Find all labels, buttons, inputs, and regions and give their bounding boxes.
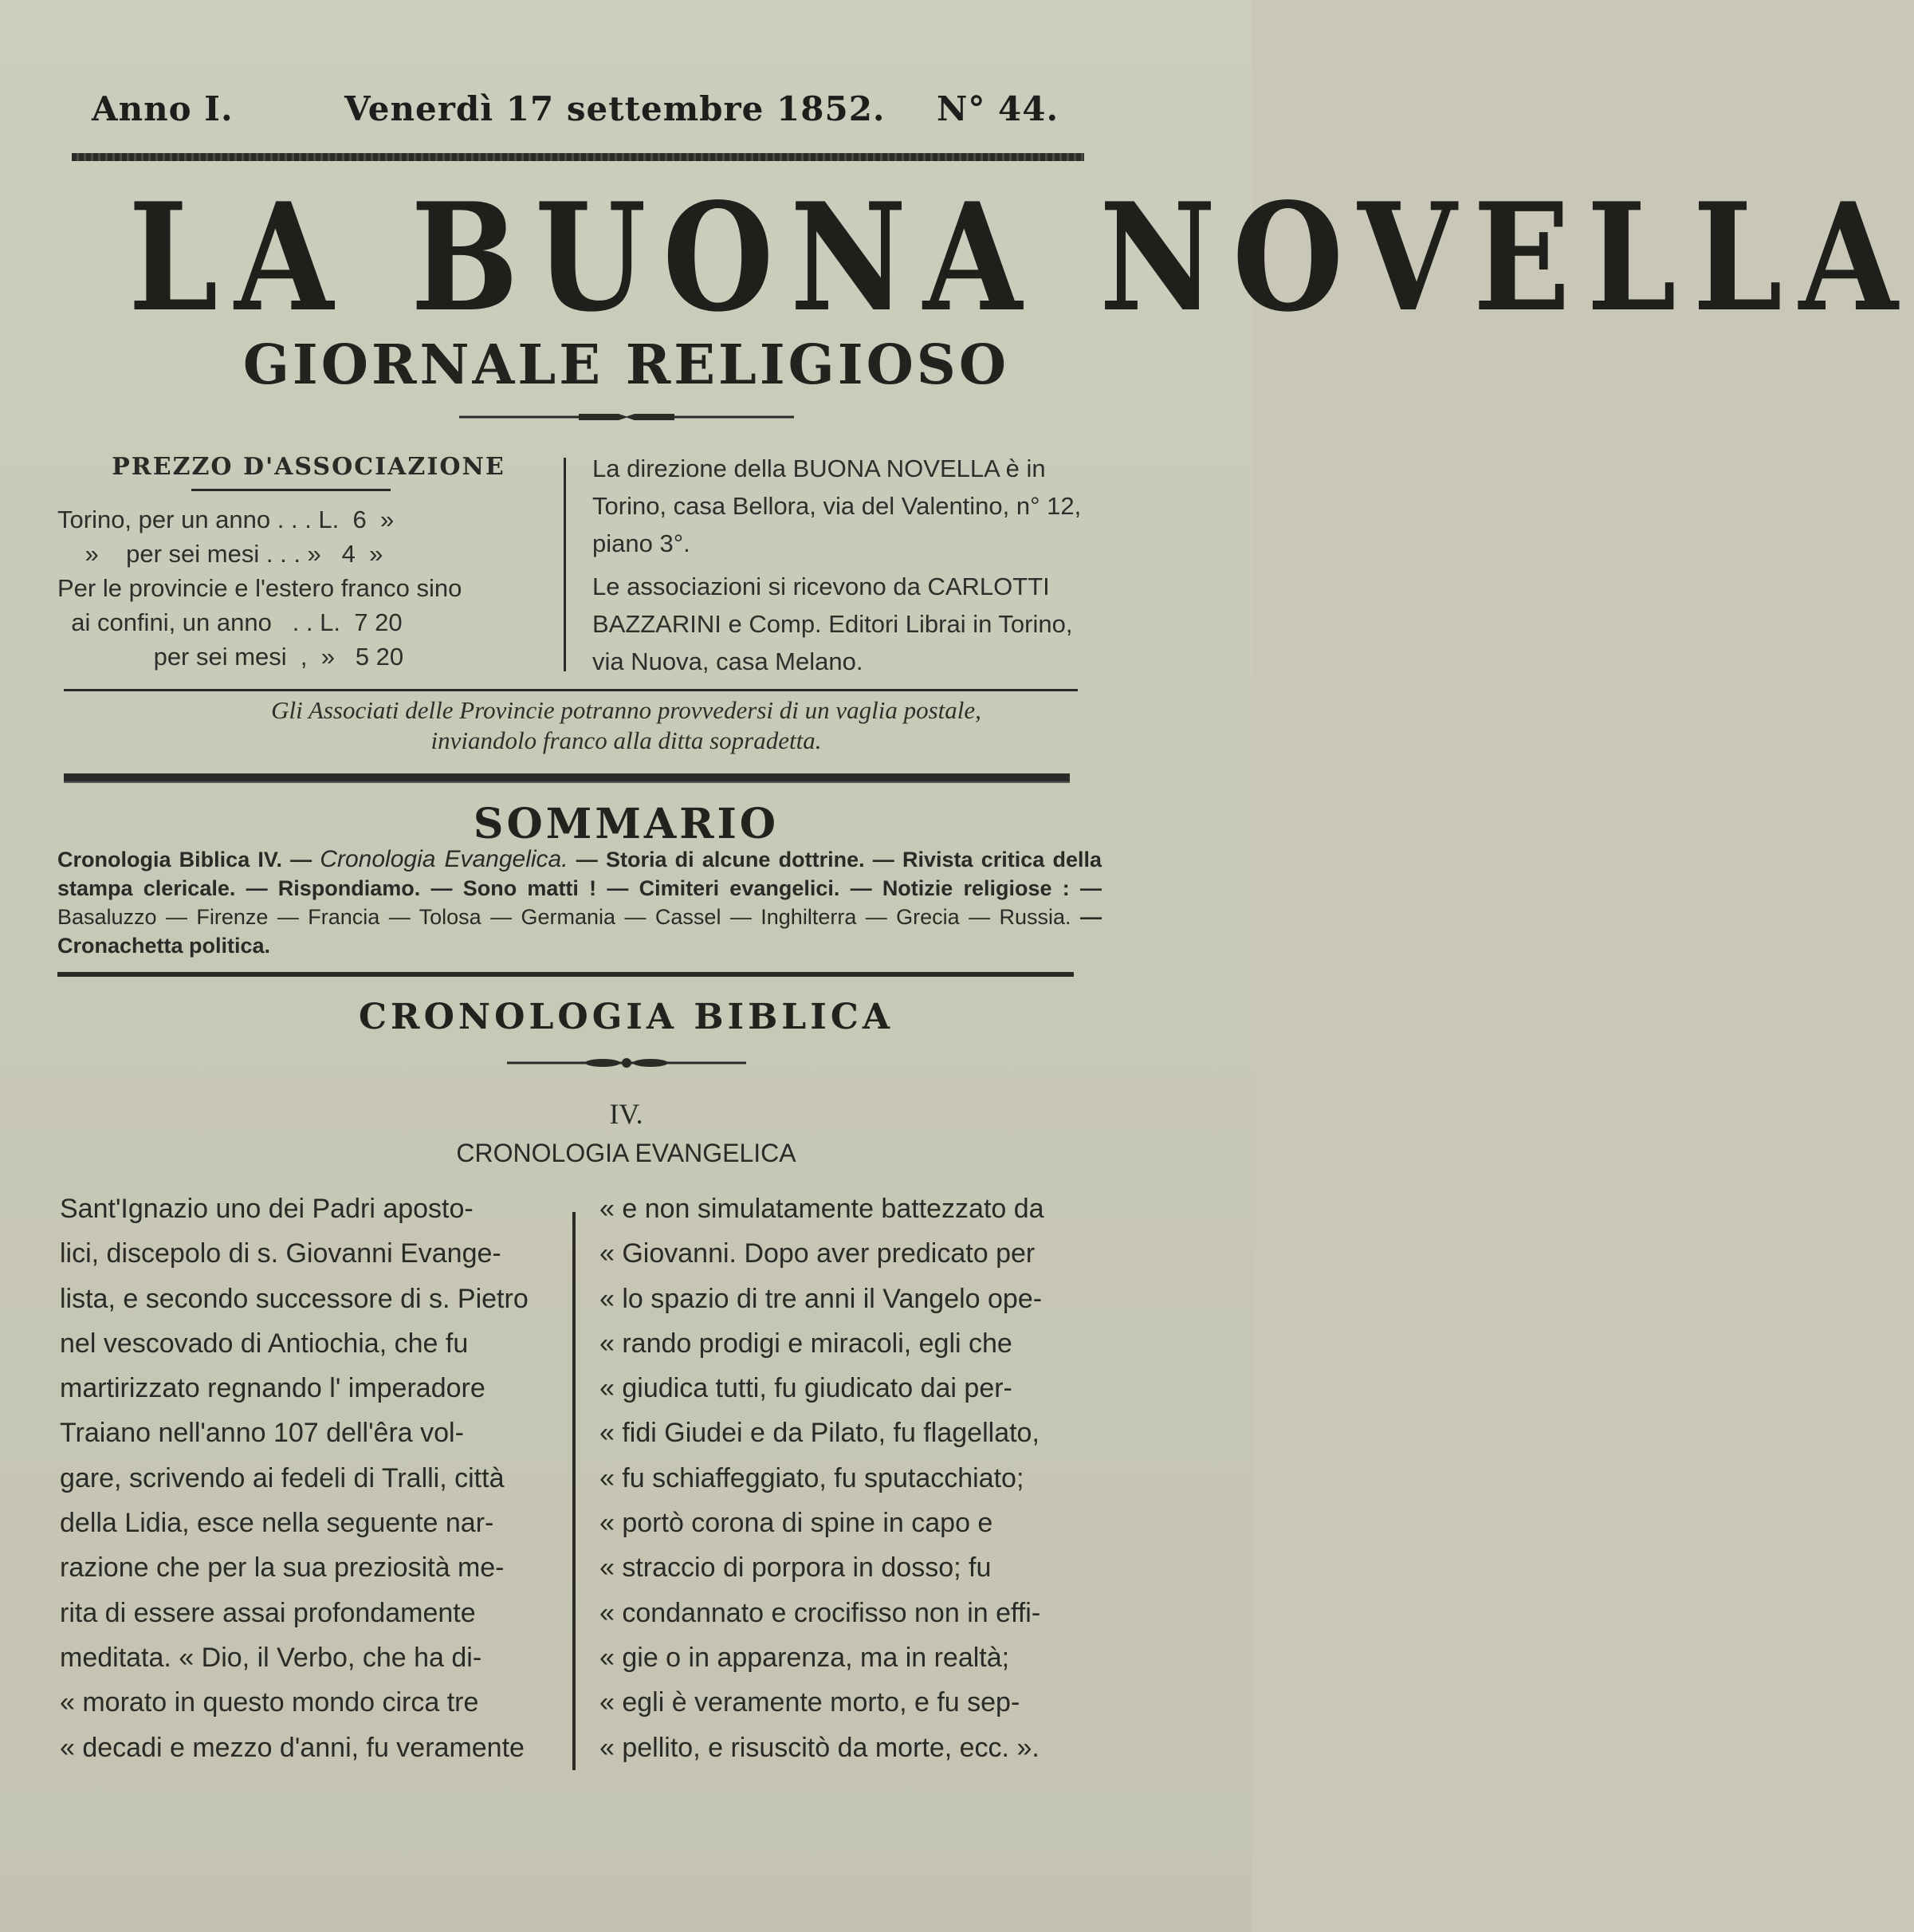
text-line: razione che per la sua preziosità me- bbox=[60, 1552, 505, 1584]
text-line: « giudica tutti, fu giudicato dai per- bbox=[599, 1373, 1012, 1404]
article-column-right bbox=[599, 1186, 1090, 1770]
chapter-number: IV. bbox=[609, 1098, 643, 1130]
text-line: « portò corona di spine in capo e bbox=[599, 1508, 993, 1539]
article-column-divider bbox=[572, 1212, 576, 1770]
text-line: nel vescovado di Antiochia, che fu bbox=[60, 1328, 469, 1359]
text-line: « rando prodigi e miracoli, egli che bbox=[599, 1328, 1012, 1359]
summary-part: Cronologia Biblica IV. — bbox=[57, 848, 320, 872]
issue-date: Venerdì 17 settembre 1852. bbox=[344, 89, 886, 128]
section-rule bbox=[64, 689, 1078, 691]
summary-part: Basaluzzo — Firenze — Francia — Tolosa — Germania — Cassel — Inghilterra — Grecia — Russia. bbox=[57, 905, 1071, 929]
ornament-divider bbox=[0, 407, 1252, 431]
summary-part: — Cronachetta politica. bbox=[57, 905, 1102, 958]
text-line: lista, e secondo successore di s. Pietro bbox=[60, 1283, 529, 1314]
associates-note-line: inviandolo franco alla ditta sopradetta. bbox=[430, 726, 822, 754]
text-line: « gie o in apparenza, ma in realtà; bbox=[599, 1642, 1010, 1673]
issue-year: Anno I. bbox=[92, 89, 234, 128]
text-line: della Lidia, esce nella seguente nar- bbox=[60, 1508, 494, 1539]
ornament-divider-small bbox=[0, 1054, 1252, 1074]
text-line: « egli è veramente morto, e fu sep- bbox=[599, 1687, 1020, 1718]
text-line: meditata. « Dio, il Verbo, che ha di- bbox=[60, 1642, 482, 1673]
header-rule bbox=[72, 153, 1084, 161]
masthead-subtitle: GIORNALE RELIGIOSO bbox=[242, 333, 1010, 397]
section-title: CRONOLOGIA BIBLICA bbox=[359, 997, 894, 1037]
subscription-paragraph: Le associazioni si ricevono da CARLOTTI BAZZARINI e Comp. Editori Librai in Torino, via Nuova, casa Melano. bbox=[592, 573, 1073, 675]
summary-part: — Storia di alcune dottrine. — Rivista critica della stampa clericale. — Rispondiamo. — Sono matti ! — Cimiteri evangelici. — Notizie religiose : — bbox=[57, 848, 1102, 900]
price-line: Torino, per un anno . . . L. 6 » bbox=[57, 506, 395, 533]
subscription-price-title: PREZZO D'ASSOCIAZIONE bbox=[112, 453, 505, 481]
text-line: martirizzato regnando l' imperadore bbox=[60, 1373, 485, 1404]
summary-contents bbox=[57, 845, 1102, 960]
text-line: « pellito, e risuscitò da morte, ecc. ». bbox=[599, 1732, 1040, 1763]
summary-rule bbox=[57, 972, 1074, 977]
text-line: « morato in questo mondo circa tre bbox=[60, 1687, 479, 1718]
summary-part: Cronologia Evangelica. bbox=[320, 846, 568, 872]
issue-number: N° 44. bbox=[937, 89, 1059, 128]
price-line: Per le provincie e l'estero franco sino bbox=[57, 574, 462, 602]
text-line: lici, discepolo di s. Giovanni Evange- bbox=[60, 1238, 501, 1269]
price-line: ai confini, un anno . . L. 7 20 bbox=[57, 608, 403, 636]
direction-paragraph: La direzione della BUONA NOVELLA è in Torino, casa Bellora, via del Valentino, n° 12, piano 3°. bbox=[592, 454, 1082, 557]
text-line: gare, scrivendo ai fedeli di Tralli, città bbox=[60, 1462, 505, 1493]
text-line: « condannato e crocifisso non in effi- bbox=[599, 1597, 1041, 1628]
article-column-left bbox=[60, 1186, 558, 1770]
price-line: » per sei mesi . . . » 4 » bbox=[57, 540, 383, 568]
subscription-office bbox=[592, 568, 1091, 680]
text-line: Traiano nell'anno 107 dell'êra vol- bbox=[60, 1418, 464, 1449]
text-line: rita di essere assai profondamente bbox=[60, 1597, 476, 1628]
text-line: « lo spazio di tre anni il Vangelo ope- bbox=[599, 1283, 1043, 1314]
price-title-rule bbox=[191, 489, 391, 491]
associates-note-line: Gli Associati delle Provincie potranno provvedersi di un vaglia postale, bbox=[271, 696, 981, 724]
text-line: « fu schiaffeggiato, fu sputacchiato; bbox=[599, 1462, 1024, 1493]
text-line: « Giovanni. Dopo aver predicato per bbox=[599, 1238, 1036, 1269]
column-divider bbox=[564, 458, 566, 671]
text-line: « e non simulatamente battezzato da bbox=[599, 1194, 1044, 1224]
summary-title: SOMMARIO bbox=[473, 800, 780, 848]
text-line: « decadi e mezzo d'anni, fu veramente bbox=[60, 1732, 525, 1763]
price-line: per sei mesi , » 5 20 bbox=[57, 643, 404, 671]
chapter-subtitle: CRONOLOGIA EVANGELICA bbox=[456, 1139, 796, 1167]
text-line: Sant'Ignazio uno dei Padri aposto- bbox=[60, 1194, 474, 1224]
masthead-title: LA BUONA NOVELLA bbox=[128, 170, 1914, 344]
associates-note bbox=[0, 695, 1252, 756]
text-line: « fidi Giudei e da Pilato, fu flagellato, bbox=[599, 1418, 1040, 1449]
double-rule bbox=[64, 773, 1070, 783]
text-line: « straccio di porpora in dosso; fu bbox=[599, 1552, 992, 1584]
direction-address bbox=[592, 450, 1091, 562]
